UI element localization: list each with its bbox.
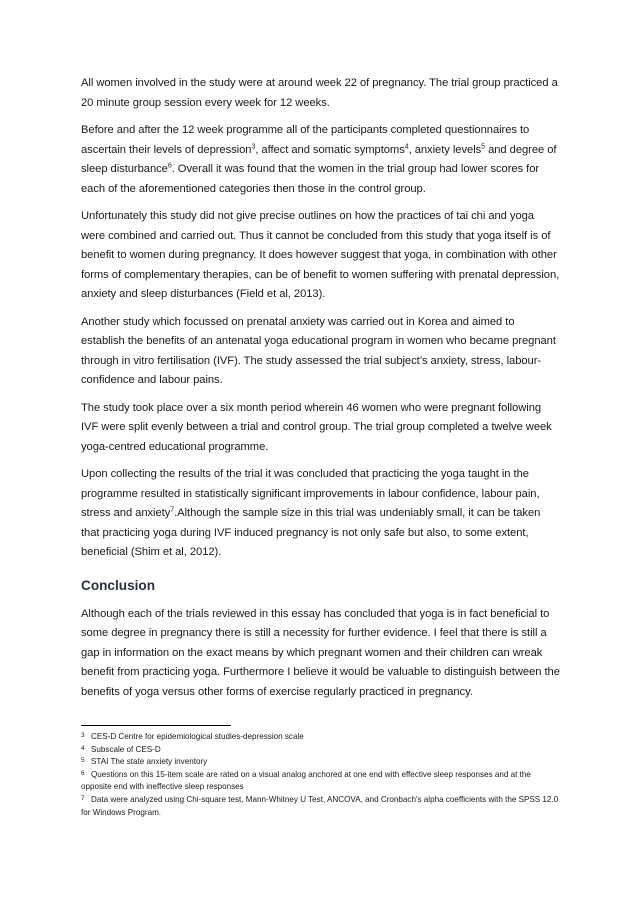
footnote: 6 Questions on this 15-item scale are rated on a visual analog anchored at one end with effective sleep responses and at the opposite end with ineffective sleep responses — [81, 769, 531, 792]
footnotes — [81, 731, 561, 819]
paragraph-2: Before and after the 12 week programme all of the participants completed questionnaires to ascertain their levels of depression$^3$, affect and somatic symptoms$^4$, anxiety levels$^5$ and degree of sleep disturbance$^6$. Overall it was found that the women in the trial group had lower scores for each of the aforementioned categories then those in the control group. — [81, 124, 557, 195]
footnote: 5 STAI The state anxiety inventory — [81, 757, 208, 767]
footnote-ref-5: 5 — [481, 142, 486, 150]
footnote-ref-6: 6 — [167, 162, 172, 170]
paragraph-6: Upon collecting the results of the trial it was concluded that practicing the yoga taught in the programme resulted in statistically significant improvements in labour confidence, labour pain, stress and anxiety$^7$.Although the sample size in this trial was undeniably small, it can be taken that practicing yoga during IVF induced pregnancy is not only safe but also, to some extent, beneficial (Shim et al, 2012). — [81, 468, 541, 558]
footnote-divider — [81, 725, 231, 726]
paragraph-5: The study took place over a six month period wherein 46 women who were pregnant following IVF were split evenly between a trial and control group. The trial group completed a twelve week yoga-centred educational programme. — [81, 401, 552, 453]
footnote-ref-7: 7 — [170, 506, 175, 514]
footnote: 3 CES-D Centre for epidemiological studies-depression scale — [81, 732, 304, 741]
paragraph-7: Although each of the trials reviewed in this essay has concluded that yoga is in fact beneficial to some degree in pregnancy there is still a necessity for further evidence. I feel that there is still a gap in information on the exact means by which pregnant women and their children can wreak benefit from practicing yoga. Furthermore I believe it would be valuable to distinguish between the benefits of yoga versus other forms of exercise regularly practiced in pregnancy. — [81, 607, 560, 698]
paragraph-4: Another study which focussed on prenatal anxiety was carried out in Korea and aimed to establish the benefits of an antenatal yoga educational program in women who became pregnant through in vitro fertilisation (IVF). The study assessed the trial subject’s anxiety, stress, labour-confidence and labour pains. — [81, 315, 556, 386]
body-text — [81, 74, 561, 710]
paragraph-3: Unfortunately this study did not give precise outlines on how the practices of tai chi and yoga were combined and carried out. Thus it cannot be concluded from this study that yoga itself is of benefit to women during pregnancy. It does however suggest that yoga, in combination with other forms of complementary therapies, can be of benefit to women suffering with prenatal depression, anxiety and sleep disturbances (Field et al, 2013). — [81, 210, 560, 300]
footnote: 7 Data were analyzed using Chi-square test, Mann-Whitney U Test, ANCOVA, and Cronbach's alpha coefficients with the SPSS 12.0 for Windows Program. — [81, 794, 559, 817]
section-heading: Conclusion — [81, 577, 156, 593]
footnote-ref-4: 4 — [404, 142, 409, 150]
footnote-ref-3: 3 — [251, 142, 256, 150]
footnote: 4 Subscale of CES-D — [81, 744, 161, 754]
paragraph-1: All women involved in the study were at around week 22 of pregnancy. The trial group practiced a 20 minute group session every week for 12 weeks. — [81, 77, 558, 109]
